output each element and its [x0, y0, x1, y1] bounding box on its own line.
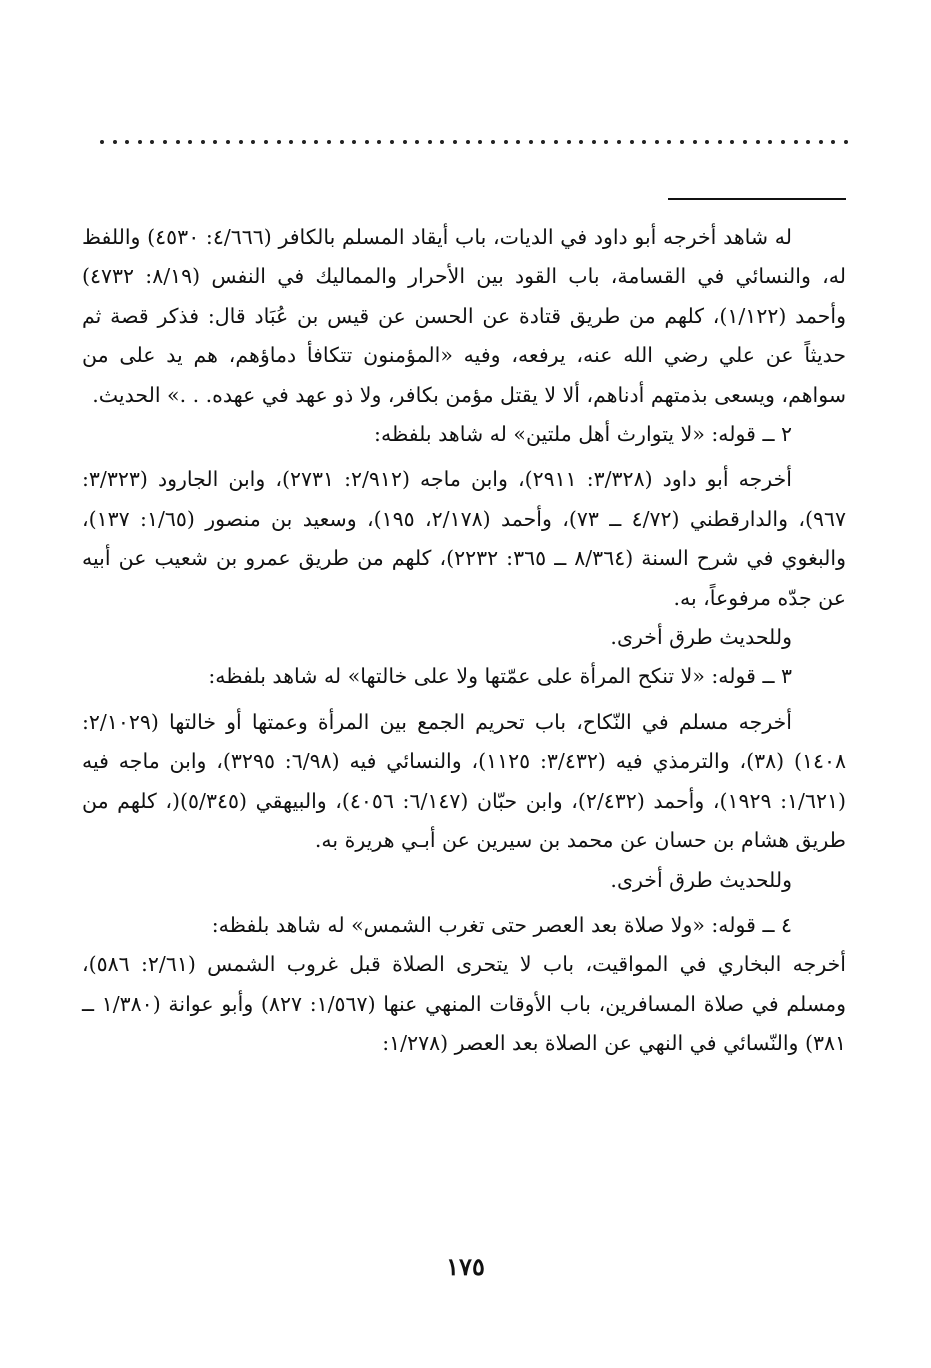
footnote-heading-3: ٣ ــ قوله: «لا تنكح المرأة على عمّتها ولا على خالتها» له شاهد بلفظه:	[208, 664, 792, 689]
footnote-paragraph-3: أخرجه مسلم في النّكاح، باب تحريم الجمع بين المرأة وعمتها أو خالتها (٢/١٠٢٩: ١٤٠٨) (٣٨)، والترمذي فيه (٣/٤٣٢: ١١٢٥)، والنسائي فيه (٦/٩٨: ٣٢٩٥)، وابن ماجه فيه (١/٦٢١: ١٩٢٩)، وأحمد (٢/٤٣٢)، وابن حبّان (٦/١٤٧: ٤٠٥٦)، والبيهقي (٥/٣٤٥)(، كلهم من طريق هشام بن حسان عن محمد بن سيرين عن أبـي هريرة به.	[82, 709, 847, 853]
page-number: ١٧٥	[446, 1252, 485, 1281]
footnote-note-3: وللحديث طرق أخرى.	[610, 867, 792, 892]
footnote-paragraph-1: له شاهد أخرجه أبو داود في الديات، باب أيقاد المسلم بالكافر (٤/٦٦٦: ٤٥٣٠) واللفظ له، والنسائي في القسامة، باب القود بين الأحرار والمماليك في النفس (٨/١٩: ٤٧٣٢) وأحمد (١/١٢٢)، كلهم من طريق قتادة عن الحسن عن قيس بن عُبَاد قال: فذكر قصة ثم حديثاً عن علي رضي الله عنه، يرفعه، وفيه «المؤمنون تتكافأ دماؤهم، هم يد على من سواهم، ويسعى بذمتهم أدناهم، ألا لا يقتل مؤمن بكافر، ولا ذو عهد في عهده. . .» الحديث.	[82, 225, 846, 407]
footnote-paragraph-2: أخرجه أبو داود (٣/٣٢٨: ٢٩١١)، وابن ماجه (٢/٩١٢: ٢٧٣١)، وابن الجارود (٣/٣٢٣: ٩٦٧)، والدارقطني (٤/٧٢ ــ ٧٣)، وأحمد (٢/١٧٨، ١٩٥)، وسعيد بن منصور (١/٦٥: ١٣٧)، والبغوي في شرح السنة (٨/٣٦٤ ــ ٣٦٥: ٢٢٣٢)، كلهم من طريق عمرو بن شعيب عن أبيه عن جدّه مرفوعاً، به.	[82, 467, 847, 610]
footnote-heading-2: ٢ ــ قوله: «لا يتوارث أهل ملتين» له شاهد بلفظه:	[374, 422, 792, 447]
dotted-separator	[100, 136, 848, 148]
footnotes-body	[82, 218, 846, 1064]
footnote-rule	[668, 198, 846, 200]
footnote-heading-4: ٤ ــ قوله: «ولا صلاة بعد العصر حتى تغرب الشمس» له شاهد بلفظه:	[211, 912, 792, 937]
footnote-note-2: وللحديث طرق أخرى.	[610, 625, 792, 650]
footnote-paragraph-4: أخرجه البخاري في المواقيت، باب لا يتحرى الصلاة قبل غروب الشمس (٢/٦١: ٥٨٦)، ومسلم في صلاة المسافرين، باب الأوقات المنهي عنها (١/٥٦٧: ٨٢٧) وأبو عوانة (١/٣٨٠ ــ ٣٨١) والنّسائي في النهي عن الصلاة بعد العصر (١/٢٧٨:	[82, 952, 846, 1056]
